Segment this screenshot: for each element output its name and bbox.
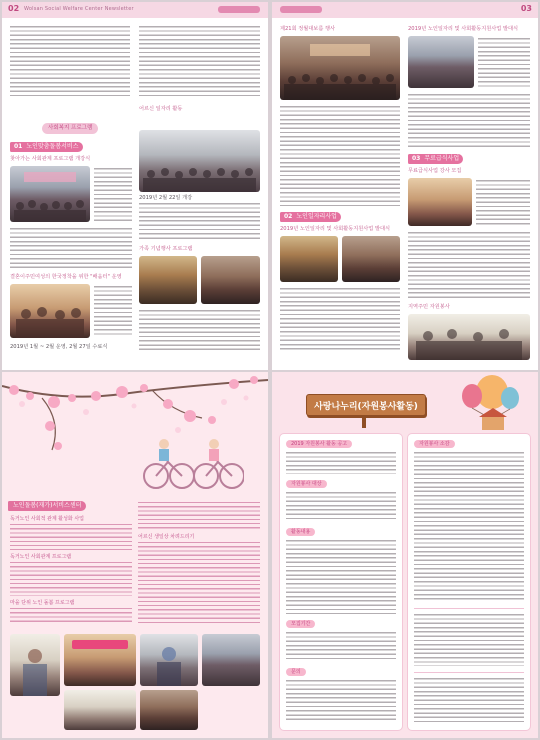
family-photo-1: [139, 256, 197, 304]
intro-text-column-left: [10, 26, 130, 96]
page3-section-title: 노인돌봄(재가)서비스센터: [8, 501, 86, 511]
section-tag-03: 03 무료급식사업: [408, 154, 463, 164]
meeting-photo: [139, 130, 260, 192]
card-left-subhead-3: 모집기간: [286, 620, 315, 628]
subheading-04: 가족 기념행사 프로그램: [139, 246, 193, 252]
divider: [414, 608, 524, 609]
family-photo-2: [201, 256, 260, 304]
couple-bicycle-illustration: [134, 424, 244, 492]
card-left-text-2: [286, 492, 396, 522]
card-left-text-1: [286, 452, 396, 474]
volunteer-photo: [408, 314, 530, 360]
crowd-silhouette-icon: [280, 36, 400, 100]
card-left-subhead-1: 자원봉사 대상: [286, 480, 327, 488]
heading-a-text: [280, 106, 400, 206]
heading-a: 제21회 정월대보름 행사: [280, 26, 335, 32]
page-header-band: [272, 2, 538, 18]
page3-text-1: [10, 524, 132, 550]
caption-02: 2019년 1월 ~ 2월 운영, 2월 27일 수료식: [10, 344, 108, 350]
heading-d-text: [476, 180, 530, 226]
card-left-heading: 2019 자원봉사 활동 공고: [286, 440, 352, 448]
section-04-text: [139, 310, 260, 350]
home-visit-photo-1: [10, 634, 60, 696]
card-left-subhead-2: 활동내용: [286, 528, 315, 536]
subheading-01: 찾아가는 사회관계 프로그램 개강식: [10, 156, 91, 162]
page3-text-3: [10, 608, 132, 624]
subheading-03: 어르신 일자리 활동: [139, 106, 183, 112]
sign-post: [362, 416, 366, 428]
card-right-text-2: [414, 614, 524, 666]
card-left-subhead-4: 문의: [286, 668, 306, 676]
section-01-text-below: [10, 228, 132, 268]
banner-decoration: [72, 640, 128, 649]
page-header-band: [2, 2, 268, 18]
home-visit-photo-5: [64, 690, 136, 730]
newsletter-page-2: [272, 2, 538, 370]
balloon-house-illustration: [442, 374, 532, 434]
divider: [414, 672, 524, 673]
event-photo: [10, 166, 90, 222]
card-left-text-3: [286, 540, 396, 614]
heading-b: 2019년 노인일자리 및 사회활동지원사업 발대식: [408, 26, 518, 32]
people-silhouette-icon: [10, 284, 90, 338]
page3-text-2: [10, 562, 132, 596]
subheading-02: 결혼이주민여성의 한국정착을 위한 "배움터" 운영: [10, 274, 122, 280]
heading-e: 지역주민 자원봉사: [408, 304, 450, 310]
audience-silhouette-icon: [139, 130, 260, 192]
card-left-text-5: [286, 680, 396, 722]
people-silhouette-icon: [408, 314, 530, 360]
section-pill: 사회복지 프로그램: [42, 123, 98, 134]
card-left-text-4: [286, 632, 396, 662]
page3-subheading-3: 마을 단위 노인 돌봄 프로그램: [10, 600, 75, 606]
notice-card-left: [280, 434, 402, 730]
section-01-text: [94, 168, 132, 222]
section-01-heading: 노인맞춤돌봄서비스: [26, 143, 79, 150]
page3-subheading-1: 독거노인 사회적 관계 활성화 사업: [10, 516, 84, 522]
publication-title: Wolsan Social Welfare Center Newsletter: [24, 6, 134, 12]
page-number: 02: [8, 4, 20, 13]
section-tag-02: 02 노인일자리사업: [280, 212, 341, 222]
section-tag-01: 01 노인맞춤돌봄서비스: [10, 142, 83, 152]
section-03-text: [139, 203, 260, 241]
page-title: 사랑나누리(자원봉사활동): [314, 402, 418, 412]
person-silhouette-icon: [140, 634, 198, 686]
page3-subheading-2: 독거노인 사회관계 프로그램: [10, 554, 72, 560]
ceremony-photo-1: [280, 236, 338, 282]
home-visit-photo-6: [140, 690, 198, 730]
heading-d-text-below: [408, 232, 530, 298]
heading-b-text-below: [408, 94, 530, 148]
heading-c-text: [280, 288, 400, 352]
home-visit-photo-3: [140, 634, 198, 686]
orientation-photo: [408, 36, 474, 88]
notice-card-right: [408, 434, 530, 730]
page-number: 03: [520, 4, 532, 13]
newsletter-page-1: [2, 2, 268, 370]
page3-text-right-1: [138, 502, 260, 530]
header-decoration: [280, 6, 322, 13]
home-visit-photo-4: [202, 634, 260, 686]
newsletter-page-4: [272, 372, 538, 738]
card-right-text-3: [414, 678, 524, 722]
header-decoration: [218, 6, 260, 13]
section-02-label: 노인일자리사업: [296, 213, 337, 220]
heading-d: 무료급식사업 강사 모집: [408, 168, 462, 174]
heading-c: 2019년 노인일자리 및 사회활동지원사업 발대식: [280, 226, 390, 232]
person-silhouette-icon: [10, 634, 60, 696]
section-03-label: 무료급식사업: [424, 155, 460, 162]
festival-photo: [280, 36, 400, 100]
page3-subheading-4: 어르신 생일상 차려드리기: [138, 534, 195, 540]
caption-03: 2019년 2월 22일 개강: [139, 195, 193, 201]
page-title-sign: [306, 394, 426, 416]
card-right-heading: 자원봉사 소감: [414, 440, 455, 448]
page3-text-right-2: [138, 542, 260, 624]
card-right-text-1: [414, 452, 524, 602]
meal-service-photo: [408, 178, 472, 226]
crowd-silhouette-icon: [10, 166, 90, 222]
newsletter-page-3: [2, 372, 268, 738]
intro-text-column-right: [139, 26, 260, 96]
heading-b-text: [478, 38, 530, 88]
home-visit-photo-2: [64, 634, 136, 686]
class-photo: [10, 284, 90, 338]
ceremony-photo-2: [342, 236, 400, 282]
section-02-text: [94, 286, 132, 336]
